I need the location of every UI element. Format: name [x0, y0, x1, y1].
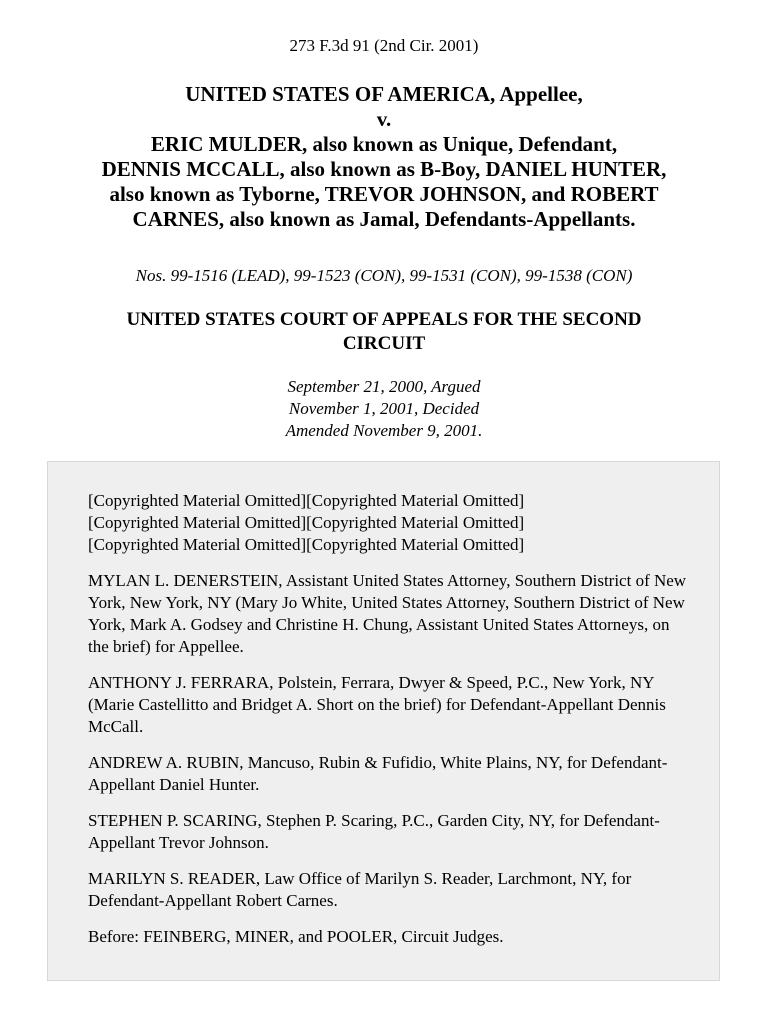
caption-line: ERIC MULDER, also known as Unique, Defendant, — [150, 132, 618, 156]
court-name-line: CIRCUIT — [342, 333, 426, 354]
counsel-appellee: MYLAN L. DENERSTEIN, Assistant United States Attorney, Southern District of New York, New York, NY (Mary Jo White, United States Attorney, Southern District of New York, Mark A. Godsey and Christine H. Chung, Assistant United States Attorneys, on the brief) for Appellee. — [88, 571, 687, 656]
caption-line: CARNES, also known as Jamal, Defendants-Appellants. — [132, 207, 636, 231]
court-name — [60, 308, 708, 356]
case-caption — [30, 82, 738, 232]
judicial-panel: Before: FEINBERG, MINER, and POOLER, Circuit Judges. — [88, 927, 504, 946]
counsel-johnson: STEPHEN P. SCARING, Stephen P. Scaring, P.C., Garden City, NY, for Defendant-Appellant Trevor Johnson. — [88, 811, 660, 852]
omitted-line: [Copyrighted Material Omitted][Copyrighted Material Omitted] — [88, 491, 525, 510]
case-citation: 273 F.3d 91 (2nd Cir. 2001) — [289, 36, 479, 55]
argued-date: September 21, 2000, Argued — [287, 377, 481, 396]
caption-line: v. — [376, 107, 392, 131]
counsel-hunter: ANDREW A. RUBIN, Mancuso, Rubin & Fufidio, White Plains, NY, for Defendant-Appellant Daniel Hunter. — [88, 753, 668, 794]
omitted-line: [Copyrighted Material Omitted][Copyrighted Material Omitted] — [88, 535, 525, 554]
case-dates — [0, 376, 768, 442]
counsel-box-content — [88, 490, 688, 962]
counsel-mccall: ANTHONY J. FERRARA, Polstein, Ferrara, Dwyer & Speed, P.C., New York, NY (Marie Castellitto and Bridget A. Short on the brief) for Defendant-Appellant Dennis McCall. — [88, 673, 666, 736]
caption-line: DENNIS MCCALL, also known as B-Boy, DANIEL HUNTER, — [101, 157, 667, 181]
amended-date: Amended November 9, 2001. — [285, 421, 483, 440]
caption-line: UNITED STATES OF AMERICA, Appellee, — [185, 82, 583, 106]
omitted-material-notice — [88, 490, 688, 556]
decided-date: November 1, 2001, Decided — [288, 399, 480, 418]
counsel-box — [47, 461, 720, 981]
court-name-line: UNITED STATES COURT OF APPEALS FOR THE SECOND — [126, 309, 642, 330]
caption-line: also known as Tyborne, TREVOR JOHNSON, and ROBERT — [109, 182, 659, 206]
docket-numbers: Nos. 99-1516 (LEAD), 99-1523 (CON), 99-1531 (CON), 99-1538 (CON) — [135, 266, 633, 285]
omitted-line: [Copyrighted Material Omitted][Copyrighted Material Omitted] — [88, 513, 525, 532]
counsel-carnes: MARILYN S. READER, Law Office of Marilyn S. Reader, Larchmont, NY, for Defendant-Appellant Robert Carnes. — [88, 869, 632, 910]
